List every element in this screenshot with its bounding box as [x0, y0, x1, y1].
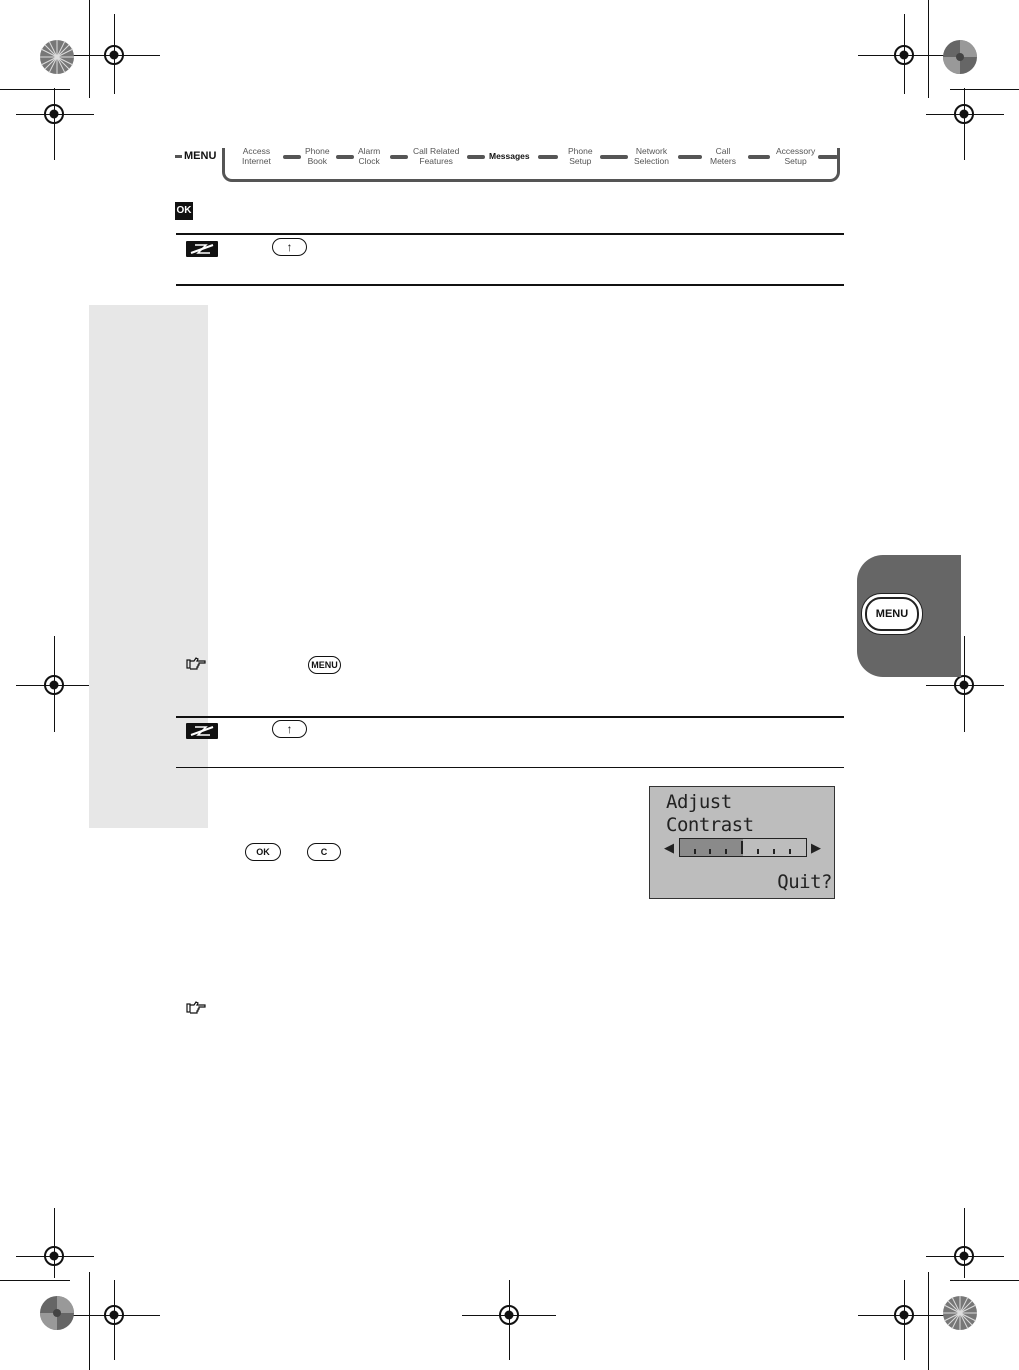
flow-connector	[283, 155, 301, 159]
starburst-target-icon	[942, 39, 978, 75]
pointing-hand-icon	[186, 657, 206, 671]
flow-item-call-meters: Call Meters	[707, 146, 739, 166]
section-rule	[176, 716, 844, 718]
contrast-tick	[741, 841, 743, 854]
menu-button-icon: MENU	[865, 597, 919, 631]
network-feature-icon	[186, 723, 218, 739]
contrast-tick	[694, 849, 696, 854]
flow-connector	[467, 155, 485, 159]
right-arrow-icon: ▶	[811, 840, 821, 855]
contrast-tick	[757, 849, 759, 854]
starburst-target-icon	[39, 39, 75, 75]
flow-connector	[390, 155, 408, 159]
registration-target-icon	[891, 1302, 917, 1328]
flow-connector	[538, 155, 558, 159]
menu-key-icon: MENU	[308, 656, 341, 674]
phone-display	[649, 786, 835, 899]
contrast-tick	[725, 849, 727, 854]
flow-item-accessory-setup: Accessory Setup	[773, 146, 818, 166]
registration-target-icon	[891, 42, 917, 68]
registration-target-icon	[101, 1302, 127, 1328]
quit-prompt: Quit?	[777, 871, 832, 893]
contrast-tick	[773, 849, 775, 854]
registration-target-icon	[951, 1243, 977, 1269]
flow-connector	[336, 155, 354, 159]
menu-flow-root: MENU	[175, 150, 216, 162]
flow-connector	[748, 155, 770, 159]
ok-box-icon: OK	[175, 202, 193, 220]
registration-target-icon	[951, 101, 977, 127]
flow-item-phone-setup: Phone Setup	[565, 146, 596, 166]
flow-item-call-related-features: Call Related Features	[410, 146, 462, 166]
starburst-target-icon	[39, 1295, 75, 1331]
starburst-target-icon	[942, 1295, 978, 1331]
margin-shading	[89, 305, 208, 828]
registration-target-icon	[41, 672, 67, 698]
flow-connector	[678, 155, 702, 159]
display-line-2: Contrast	[666, 814, 754, 836]
section-rule	[176, 284, 844, 286]
pointing-hand-icon	[186, 1001, 206, 1015]
flow-item-phone-book: Phone Book	[302, 146, 333, 166]
registration-target-icon	[41, 101, 67, 127]
contrast-tick	[709, 849, 711, 854]
registration-target-icon	[496, 1302, 522, 1328]
display-line-1: Adjust	[666, 791, 732, 813]
ok-key-icon: OK	[245, 843, 281, 861]
flow-connector	[600, 155, 628, 159]
up-key-icon: ↑	[272, 238, 307, 256]
contrast-bar-fill	[680, 839, 743, 856]
flow-connector	[818, 155, 838, 159]
contrast-bar	[679, 838, 807, 857]
clear-key-icon: C	[307, 843, 341, 861]
flow-item-network-selection: Network Selection	[631, 146, 672, 166]
registration-target-icon	[41, 1243, 67, 1269]
flow-item-messages: Messages	[486, 151, 533, 161]
network-feature-icon	[186, 241, 218, 257]
flow-item-access-internet: Access Internet	[239, 146, 274, 166]
section-rule	[176, 233, 844, 235]
left-arrow-icon: ◀	[664, 840, 674, 855]
section-rule	[176, 767, 844, 768]
contrast-tick	[789, 849, 791, 854]
flow-item-alarm-clock: Alarm Clock	[355, 146, 383, 166]
chapter-tab	[857, 555, 961, 677]
registration-target-icon	[101, 42, 127, 68]
up-key-icon: ↑	[272, 720, 307, 738]
